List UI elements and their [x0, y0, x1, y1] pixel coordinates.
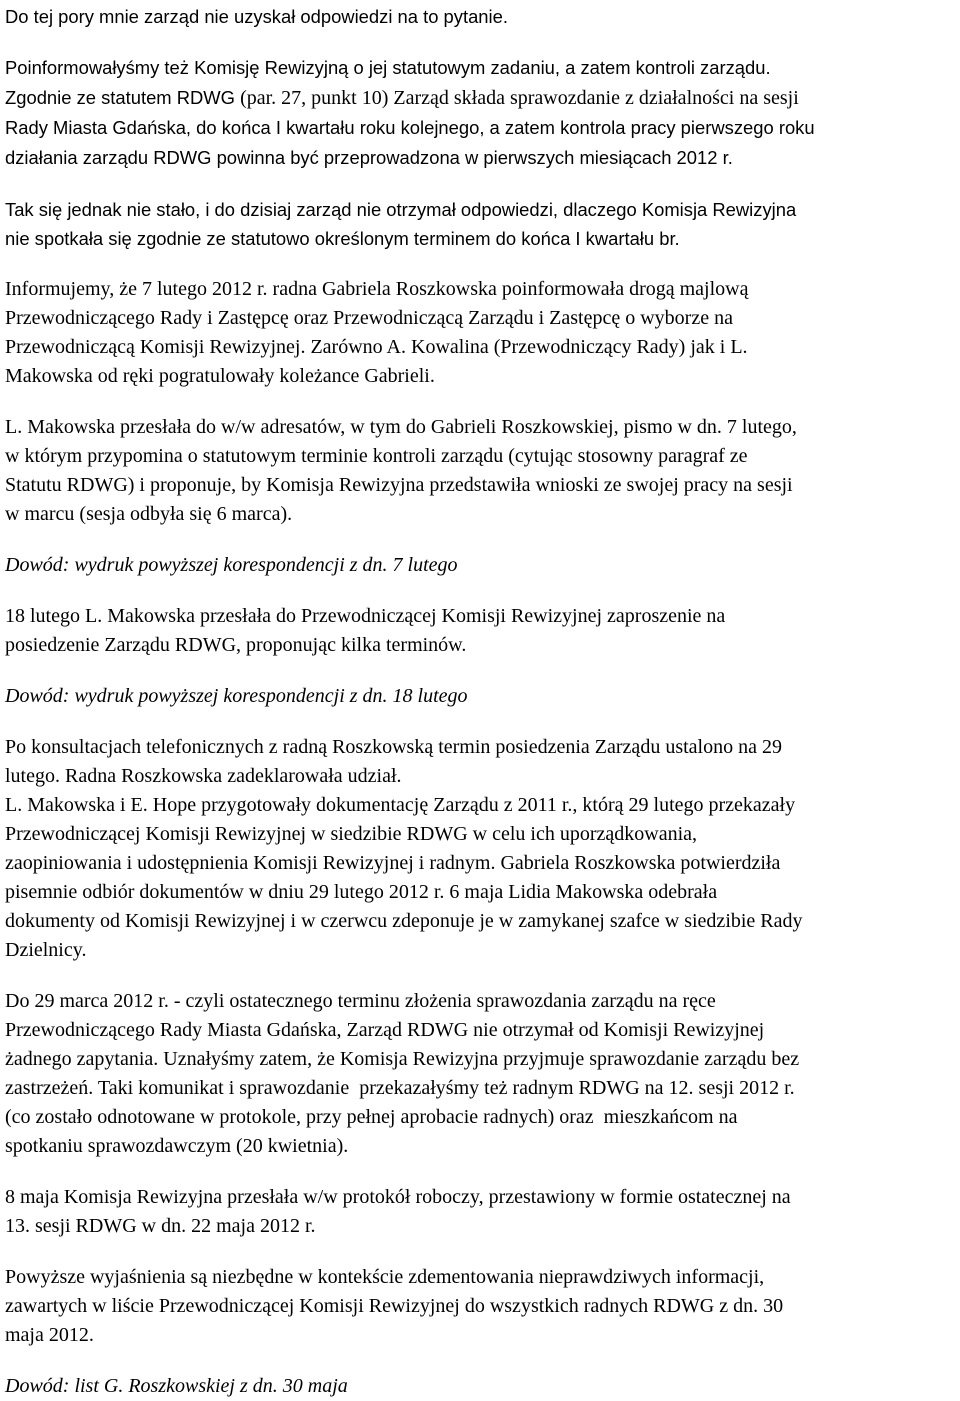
- text-line: Powyższe wyjaśnienia są niezbędne w kontekście zdementowania nieprawdziwych informacji,: [5, 1266, 765, 1288]
- text-run: Poinformowałyśmy też Komisję Rewizyjną o jej statutowym zadaniu, a zatem kontroli zarządu.: [5, 57, 771, 78]
- text-run: (par. 27, punkt 10) Zarząd składa sprawozdanie z działalności na sesji: [240, 87, 799, 109]
- text-line: maja 2012.: [5, 1324, 94, 1346]
- paragraph-powyzsze: [5, 1263, 955, 1350]
- paragraph-dowod-7: [5, 551, 955, 580]
- text-line: dokumenty od Komisji Rewizyjnej i w czerwcu zdeponuje je w zamykanej szafce w siedzibie Rady: [5, 910, 803, 932]
- text-line: Do 29 marca 2012 r. - czyli ostatecznego terminu złożenia sprawozdania zarządu na ręce: [5, 990, 716, 1012]
- paragraph-makowska-7: [5, 413, 955, 529]
- text-line: (co zostało odnotowane w protokole, przy pełnej aprobacie radnych) oraz mieszkańcom na: [5, 1106, 738, 1128]
- text-line: [5, 143, 955, 173]
- text-line: w którym przypomina o statutowym terminie kontroli zarządu (cytując stosowny paragraf ze: [5, 445, 748, 467]
- text-run: przeprowadzona w pierwszych miesiącach 2012 r.: [323, 147, 733, 168]
- text-line: Tak się jednak nie stało, i do dzisiaj zarząd nie otrzymał odpowiedzi, dlaczego Komisja Rewizyjna: [5, 199, 797, 220]
- text-line: Po konsultacjach telefonicznych z radną Roszkowską termin posiedzenia Zarządu ustalono na 29: [5, 736, 782, 758]
- paragraph-dowod-18: [5, 682, 955, 711]
- text-line: zawartych w liście Przewodniczącej Komisji Rewizyjnej do wszystkich radnych RDWG z dn. 30: [5, 1295, 784, 1317]
- text-run: Rady Miasta Gdańska, do końca I kwartału roku kolejnego, a zatem kontrola pracy pierwszego roku: [5, 117, 815, 138]
- paragraph-18-lutego: [5, 602, 955, 660]
- text-line: Przewodniczącej Komisji Rewizyjnej w siedzibie RDWG w celu ich uporządkowania,: [5, 823, 698, 845]
- text-line: Przewodniczącego Rady i Zastępcę oraz Przewodniczącą Zarządu i Zastępcę o wyborze na: [5, 307, 733, 329]
- text-line: Makowska od ręki pogratulowały koleżance Gabrieli.: [5, 365, 435, 387]
- text-line: 8 maja Komisja Rewizyjna przesłała w/w protokół roboczy, przestawiony w formie ostatecznej na: [5, 1186, 791, 1208]
- text-line: [5, 83, 955, 113]
- text-line: Dowód: wydruk powyższej korespondencji z dn. 7 lutego: [5, 554, 458, 576]
- text-line: Dowód: list G. Roszkowskiej z dn. 30 maja: [5, 1375, 348, 1397]
- text-run: działania zarządu RDWG powinna być: [5, 147, 324, 168]
- text-line: Przewodniczącego Rady Miasta Gdańska, Zarząd RDWG nie otrzymał od Komisji Rewizyjnej: [5, 1019, 765, 1041]
- text-line: L. Makowska i E. Hope przygotowały dokumentację Zarządu z 2011 r., którą 29 lutego przekazały: [5, 794, 796, 816]
- text-line: pisemnie odbiór dokumentów w dniu 29 lutego 2012 r. 6 maja Lidia Makowska odebrała: [5, 881, 718, 903]
- text-line: żadnego zapytania. Uznałyśmy zatem, że Komisja Rewizyjna przyjmuje sprawozdanie zarządu bez: [5, 1048, 800, 1070]
- paragraph-intro: [5, 2, 955, 31]
- text-line: 13. sesji RDWG w dn. 22 maja 2012 r.: [5, 1215, 316, 1237]
- text-line: Informujemy, że 7 lutego 2012 r. radna Gabriela Roszkowska poinformowała drogą majlową: [5, 278, 749, 300]
- text-line: Dzielnicy.: [5, 939, 87, 961]
- text-line: posiedzenie Zarządu RDWG, proponując kilka terminów.: [5, 634, 467, 656]
- text-run: Zgodnie ze statutem RDWG: [5, 87, 241, 108]
- text-line: zaopiniowania i udostępnienia Komisji Rewizyjnej i radnym. Gabriela Roszkowska potwierdziła: [5, 852, 781, 874]
- text-line: Przewodniczącą Komisji Rewizyjnej. Zarówno A. Kowalina (Przewodniczący Rady) jak i L.: [5, 336, 748, 358]
- text-line: Statutu RDWG) i proponuje, by Komisja Rewizyjna przedstawiła wnioski ze swojej pracy na sesji: [5, 474, 793, 496]
- text-line: [5, 113, 955, 143]
- text-line: L. Makowska przesłała do w/w adresatów, w tym do Gabrieli Roszkowskiej, pismo w dn. 7 lutego,: [5, 416, 797, 438]
- text-line: 18 lutego L. Makowska przesłała do Przewodniczącej Komisji Rewizyjnej zaproszenie na: [5, 605, 726, 627]
- text-line: zastrzeżeń. Taki komunikat i sprawozdanie przekazałyśmy też radnym RDWG na 12. sesji 2012 r.: [5, 1077, 795, 1099]
- paragraph-tak: [5, 195, 955, 253]
- text-line: Do tej pory mnie zarząd nie uzyskał odpowiedzi na to pytanie.: [5, 6, 508, 27]
- paragraph-komisja: [5, 53, 955, 173]
- text-line: spotkaniu sprawozdawczym (20 kwietnia).: [5, 1135, 349, 1157]
- paragraph-konsultacje: [5, 733, 955, 965]
- text-line: [5, 53, 955, 83]
- text-line: Dowód: wydruk powyższej korespondencji z dn. 18 lutego: [5, 685, 468, 707]
- paragraph-dowod-30: [5, 1372, 955, 1401]
- text-line: nie spotkała się zgodnie ze statutowo określonym terminem do końca I kwartału br.: [5, 228, 680, 249]
- paragraph-29-marca: [5, 987, 955, 1161]
- paragraph-informujemy: [5, 275, 955, 391]
- paragraph-8-maja: [5, 1183, 955, 1241]
- text-line: lutego. Radna Roszkowska zadeklarowała udział.: [5, 765, 402, 787]
- text-line: w marcu (sesja odbyła się 6 marca).: [5, 503, 293, 525]
- document-body: [5, 2, 955, 1401]
